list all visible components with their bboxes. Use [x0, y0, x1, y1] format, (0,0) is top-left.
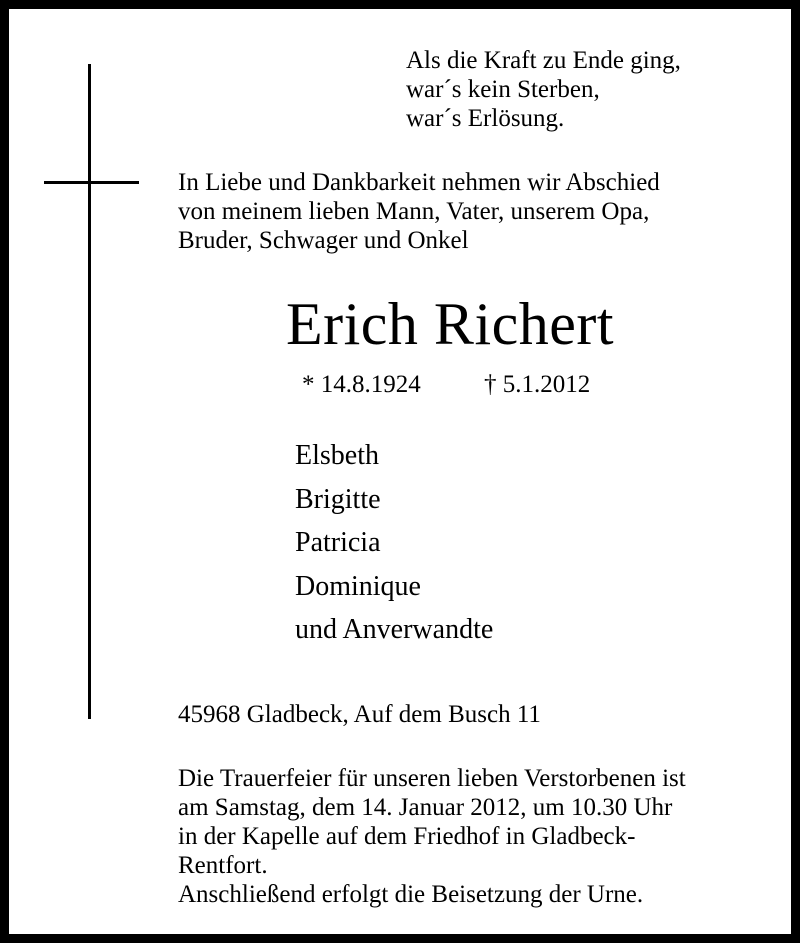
- service-line: Rentfort.: [178, 852, 268, 879]
- service-line: in der Kapelle auf dem Friedhof in Gladbeck-: [178, 823, 636, 850]
- poem-line: war´s kein Sterben,: [406, 76, 600, 103]
- cross-icon-vertical-bar: [88, 64, 91, 719]
- mourner-name: Brigitte: [295, 483, 381, 515]
- intro-line: von meinem lieben Mann, Vater, unserem Opa,: [178, 198, 650, 225]
- service-line: Anschließend erfolgt die Beisetzung der Urne.: [178, 881, 644, 908]
- intro-line: Bruder, Schwager und Onkel: [178, 227, 469, 254]
- funeral-service-info: [178, 764, 686, 909]
- service-line: am Samstag, dem 14. Januar 2012, um 10.30 Uhr: [178, 794, 673, 821]
- intro-line: In Liebe und Dankbarkeit nehmen wir Abschied: [178, 169, 660, 196]
- mourner-name: Elsbeth: [295, 440, 379, 471]
- mourners-list: [295, 434, 493, 652]
- mourner-name: und Anverwandte: [295, 614, 494, 645]
- deceased-name: Erich Richert: [286, 291, 615, 357]
- family-address: 45968 Gladbeck, Auf dem Busch 11: [178, 701, 541, 728]
- poem-line: Als die Kraft zu Ende ging,: [406, 47, 681, 74]
- farewell-intro: [178, 168, 660, 255]
- death-date: † 5.1.2012: [484, 371, 591, 398]
- mourner-name: Dominique: [295, 570, 421, 602]
- mourner-name: Patricia: [295, 527, 381, 558]
- poem-line: war´s Erlösung.: [406, 105, 565, 132]
- service-line: Die Trauerfeier für unseren lieben Verstorbenen ist: [178, 765, 686, 792]
- poem-verse: [406, 46, 681, 133]
- birth-date: * 14.8.1924: [302, 371, 421, 398]
- cross-icon-horizontal-bar: [44, 181, 139, 184]
